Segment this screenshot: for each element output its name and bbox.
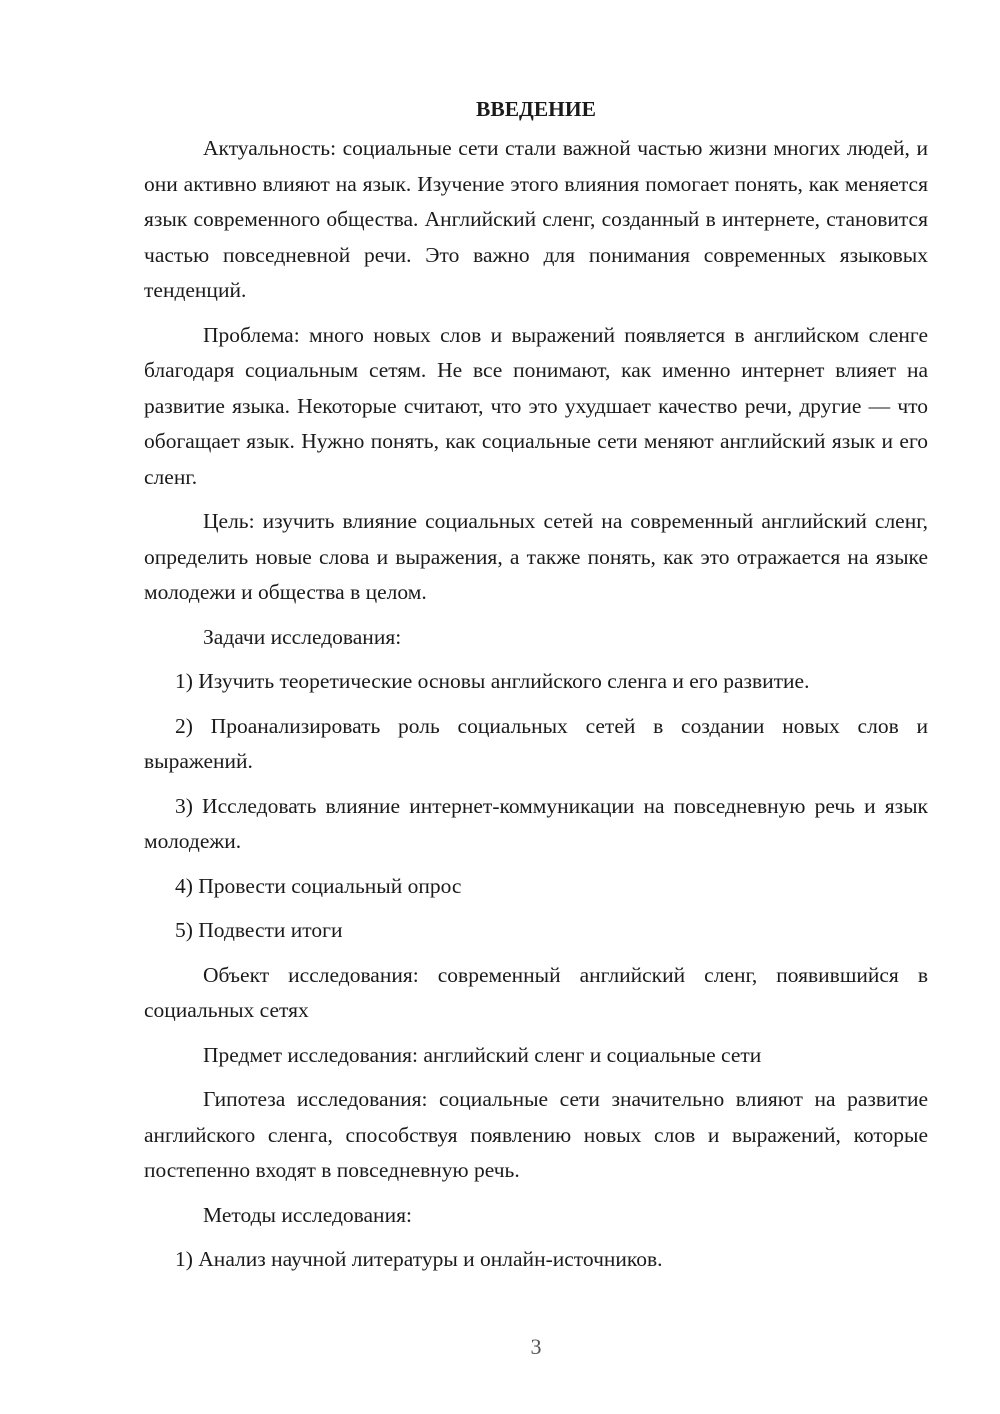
paragraph-subject: Предмет исследования: английский сленг и социальные сети bbox=[203, 1042, 762, 1067]
paragraph-relevance: Актуальность: социальные сети стали важной частью жизни многих людей, и они активно влияют на язык. Изучение этого влияния помогает понять, как меняется язык современного общества. Английский сленг, созданный в интернете, становится частью повседневной речи. Это важно для понимания современных языковых тенденций. bbox=[144, 136, 928, 302]
method-item-1: 1) Анализ научной литературы и онлайн-источников. bbox=[175, 1247, 663, 1271]
page-content bbox=[144, 92, 928, 1287]
task-item-3: 3) Исследовать влияние интернет-коммуникации на повседневную речь и язык молодежи. bbox=[144, 793, 928, 853]
methods-heading: Методы исследования: bbox=[203, 1202, 412, 1227]
paragraph-problem: Проблема: много новых слов и выражений появляется в английском сленге благодаря социальным сетям. Не все понимают, как именно интернет влияет на развитие языка. Некоторые считают, что это ухудшает качество речи, другие — что обогащает язык. Нужно понять, как социальные сети меняют английский язык и его сленг. bbox=[144, 322, 928, 489]
paragraph-hypothesis: Гипотеза исследования: социальные сети значительно влияют на развитие английского сленга, способствуя появлению новых слов и выражений, которые постепенно входят в повседневную речь. bbox=[144, 1087, 928, 1182]
task-item-1: 1) Изучить теоретические основы английского сленга и его развитие. bbox=[175, 669, 810, 693]
task-item-5: 5) Подвести итоги bbox=[175, 918, 343, 942]
page-number: 3 bbox=[530, 1334, 542, 1359]
tasks-heading: Задачи исследования: bbox=[203, 624, 402, 649]
section-title: ВВЕДЕНИЕ bbox=[476, 97, 596, 121]
task-item-2: 2) Проанализировать роль социальных сетей в создании новых слов и выражений. bbox=[144, 713, 928, 773]
paragraph-goal: Цель: изучить влияние социальных сетей на современный английский сленг, определить новые слова и выражения, а также понять, как это отражается на языке молодежи и общества в целом. bbox=[144, 509, 928, 604]
paragraph-object: Объект исследования: современный английский сленг, появившийся в социальных сетях bbox=[144, 962, 928, 1022]
task-item-4: 4) Провести социальный опрос bbox=[175, 873, 462, 898]
